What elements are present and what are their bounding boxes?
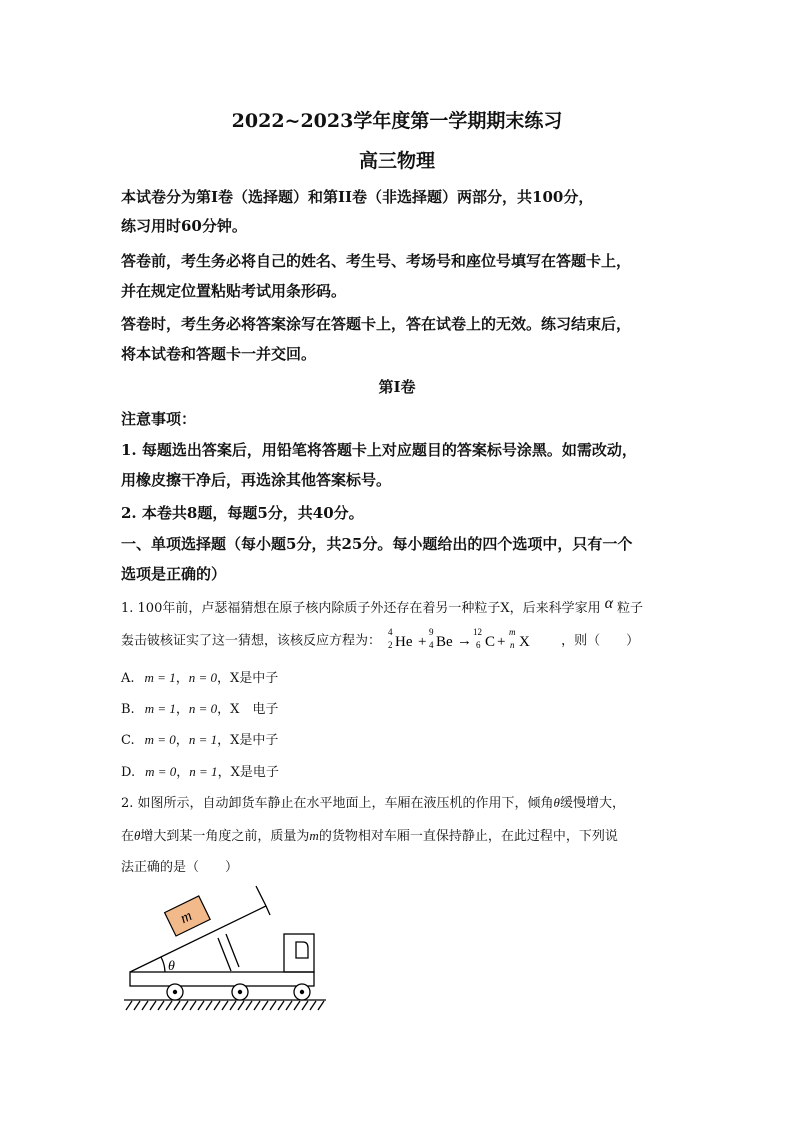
option-sep: ，: [175, 733, 189, 748]
option-n-value: n = 0: [188, 701, 218, 716]
alpha-symbol: α: [604, 595, 614, 612]
q2-line-1: [121, 792, 625, 811]
be-mass-number: 9: [429, 627, 434, 637]
q1-text-b: 粒子: [617, 601, 644, 616]
option-tail: ，X 电子: [217, 702, 279, 717]
option-n-value: n = 0: [188, 670, 217, 685]
c-atomic-number: 6: [476, 640, 481, 650]
he-symbol: He: [395, 634, 413, 650]
he-mass-number: 4: [388, 627, 393, 637]
mass-symbol: m: [309, 828, 319, 843]
notes-line-1: 1. 每题选出答案后，用铅笔将答题卡上对应题目的答案标号涂黑。如需改动，: [121, 441, 637, 459]
q2-line-2: [121, 825, 618, 844]
ground-hatching: [126, 1001, 324, 1010]
q1-option-d: [121, 761, 279, 780]
hydraulic-cylinder: [218, 934, 239, 971]
option-letter: C.: [121, 733, 135, 748]
theta-symbol: θ: [134, 828, 141, 843]
option-n-value: n = 1: [188, 732, 218, 747]
angle-arc: [161, 957, 165, 972]
c-symbol: C: [485, 634, 496, 650]
x-mass-number: m: [509, 627, 516, 637]
cargo-mass-label: m: [178, 908, 195, 928]
angle-label: θ: [168, 959, 175, 974]
c-mass-number: 12: [473, 627, 483, 637]
q1-option-a: [121, 667, 278, 686]
be-atomic-number: 4: [429, 640, 434, 650]
truck-cab: [284, 934, 314, 972]
q1-text-c: 轰击铍核证实了这一猜想，该核反应方程为：: [121, 633, 382, 649]
option-tail: ，X是中子: [217, 671, 279, 686]
q2-text-a: 2. 如图所示，自动卸货车静止在水平地面上，车厢在液压机的作用下，倾角: [121, 796, 554, 811]
option-letter: B.: [121, 702, 135, 717]
intro-line-5: 答卷时，考生务必将答案涂写在答题卡上，答在试卷上的无效。练习结束后，: [121, 315, 632, 333]
option-m-value: m = 0: [144, 732, 176, 747]
q2-text-c: 在: [121, 829, 135, 844]
plus-sign-2: +: [497, 634, 506, 650]
be-symbol: Be: [436, 634, 453, 650]
option-sep: ，: [175, 702, 189, 717]
q1-line-1: [121, 597, 643, 617]
option-m-value: m = 1: [144, 670, 176, 685]
notes-heading: 注意事项：: [121, 410, 197, 428]
option-sep: ，: [176, 765, 190, 780]
q1-option-c: [121, 729, 278, 748]
option-m-value: m = 1: [144, 701, 176, 716]
section-title: 第I卷: [378, 378, 416, 396]
nuclear-equation: [385, 626, 561, 652]
option-sep: ，: [175, 671, 189, 686]
plus-sign-1: +: [418, 634, 427, 650]
intro-line-1: 本试卷分为第I卷（选择题）和第II卷（非选择题）两部分，共100分，: [121, 188, 594, 206]
dump-truck-figure: [118, 878, 338, 1016]
q1-line-2: [121, 628, 639, 654]
cargo-box: [165, 896, 211, 936]
part-one-line-1: 一、单项选择题（每小题5分，共25分。每小题给出的四个选项中，只有一个: [121, 535, 633, 553]
cab-window: [296, 942, 308, 958]
notes-line-2: 用橡皮擦干净后，再选涂其他答案标号。: [121, 471, 392, 489]
theta-symbol: θ: [553, 795, 560, 810]
q1-option-b: [121, 698, 278, 717]
option-m-value: m = 0: [145, 764, 177, 779]
option-letter: A.: [121, 671, 135, 686]
intro-line-4: 并在规定位置粘贴考试用条形码。: [121, 282, 347, 300]
option-tail: ，X是中子: [217, 733, 279, 748]
subject-title: 高三物理: [358, 150, 435, 172]
q2-text-d: 增大到某一角度之前，质量为: [140, 829, 310, 844]
intro-line-2: 练习用时60分钟。: [121, 217, 247, 235]
option-tail: ，X是电子: [217, 765, 279, 780]
truck-chassis: [130, 972, 314, 986]
q1-text-d: ，则（ ）: [561, 633, 640, 649]
intro-line-6: 将本试卷和答题卡一并交回。: [121, 345, 317, 363]
q2-text-b: 缓慢增大，: [559, 796, 625, 811]
part-one-line-2: 选项是正确的）: [121, 565, 227, 583]
reaction-arrow: →: [457, 633, 473, 649]
option-n-value: n = 1: [189, 764, 218, 779]
x-symbol: X: [519, 634, 530, 650]
exam-title: 2022~2023学年度第一学期期末练习: [231, 110, 563, 132]
intro-line-3: 答卷前，考生务必将自己的姓名、考生号、考场号和座位号填写在答题卡上，: [121, 252, 632, 270]
he-atomic-number: 2: [388, 640, 393, 650]
q2-line-3: 法正确的是（ ）: [121, 860, 239, 875]
q1-text-a: 1. 100年前，卢瑟福猜想在原子核内除质子外还存在着另一种粒子X，后来科学家用: [121, 601, 601, 616]
notes-line-3: 2. 本卷共8题，每题5分，共40分。: [121, 504, 364, 522]
x-atomic-number: n: [510, 640, 515, 650]
q2-text-e: 的货物相对车厢一直保持静止，在此过程中，下列说: [318, 829, 618, 844]
option-letter: D.: [121, 765, 136, 780]
